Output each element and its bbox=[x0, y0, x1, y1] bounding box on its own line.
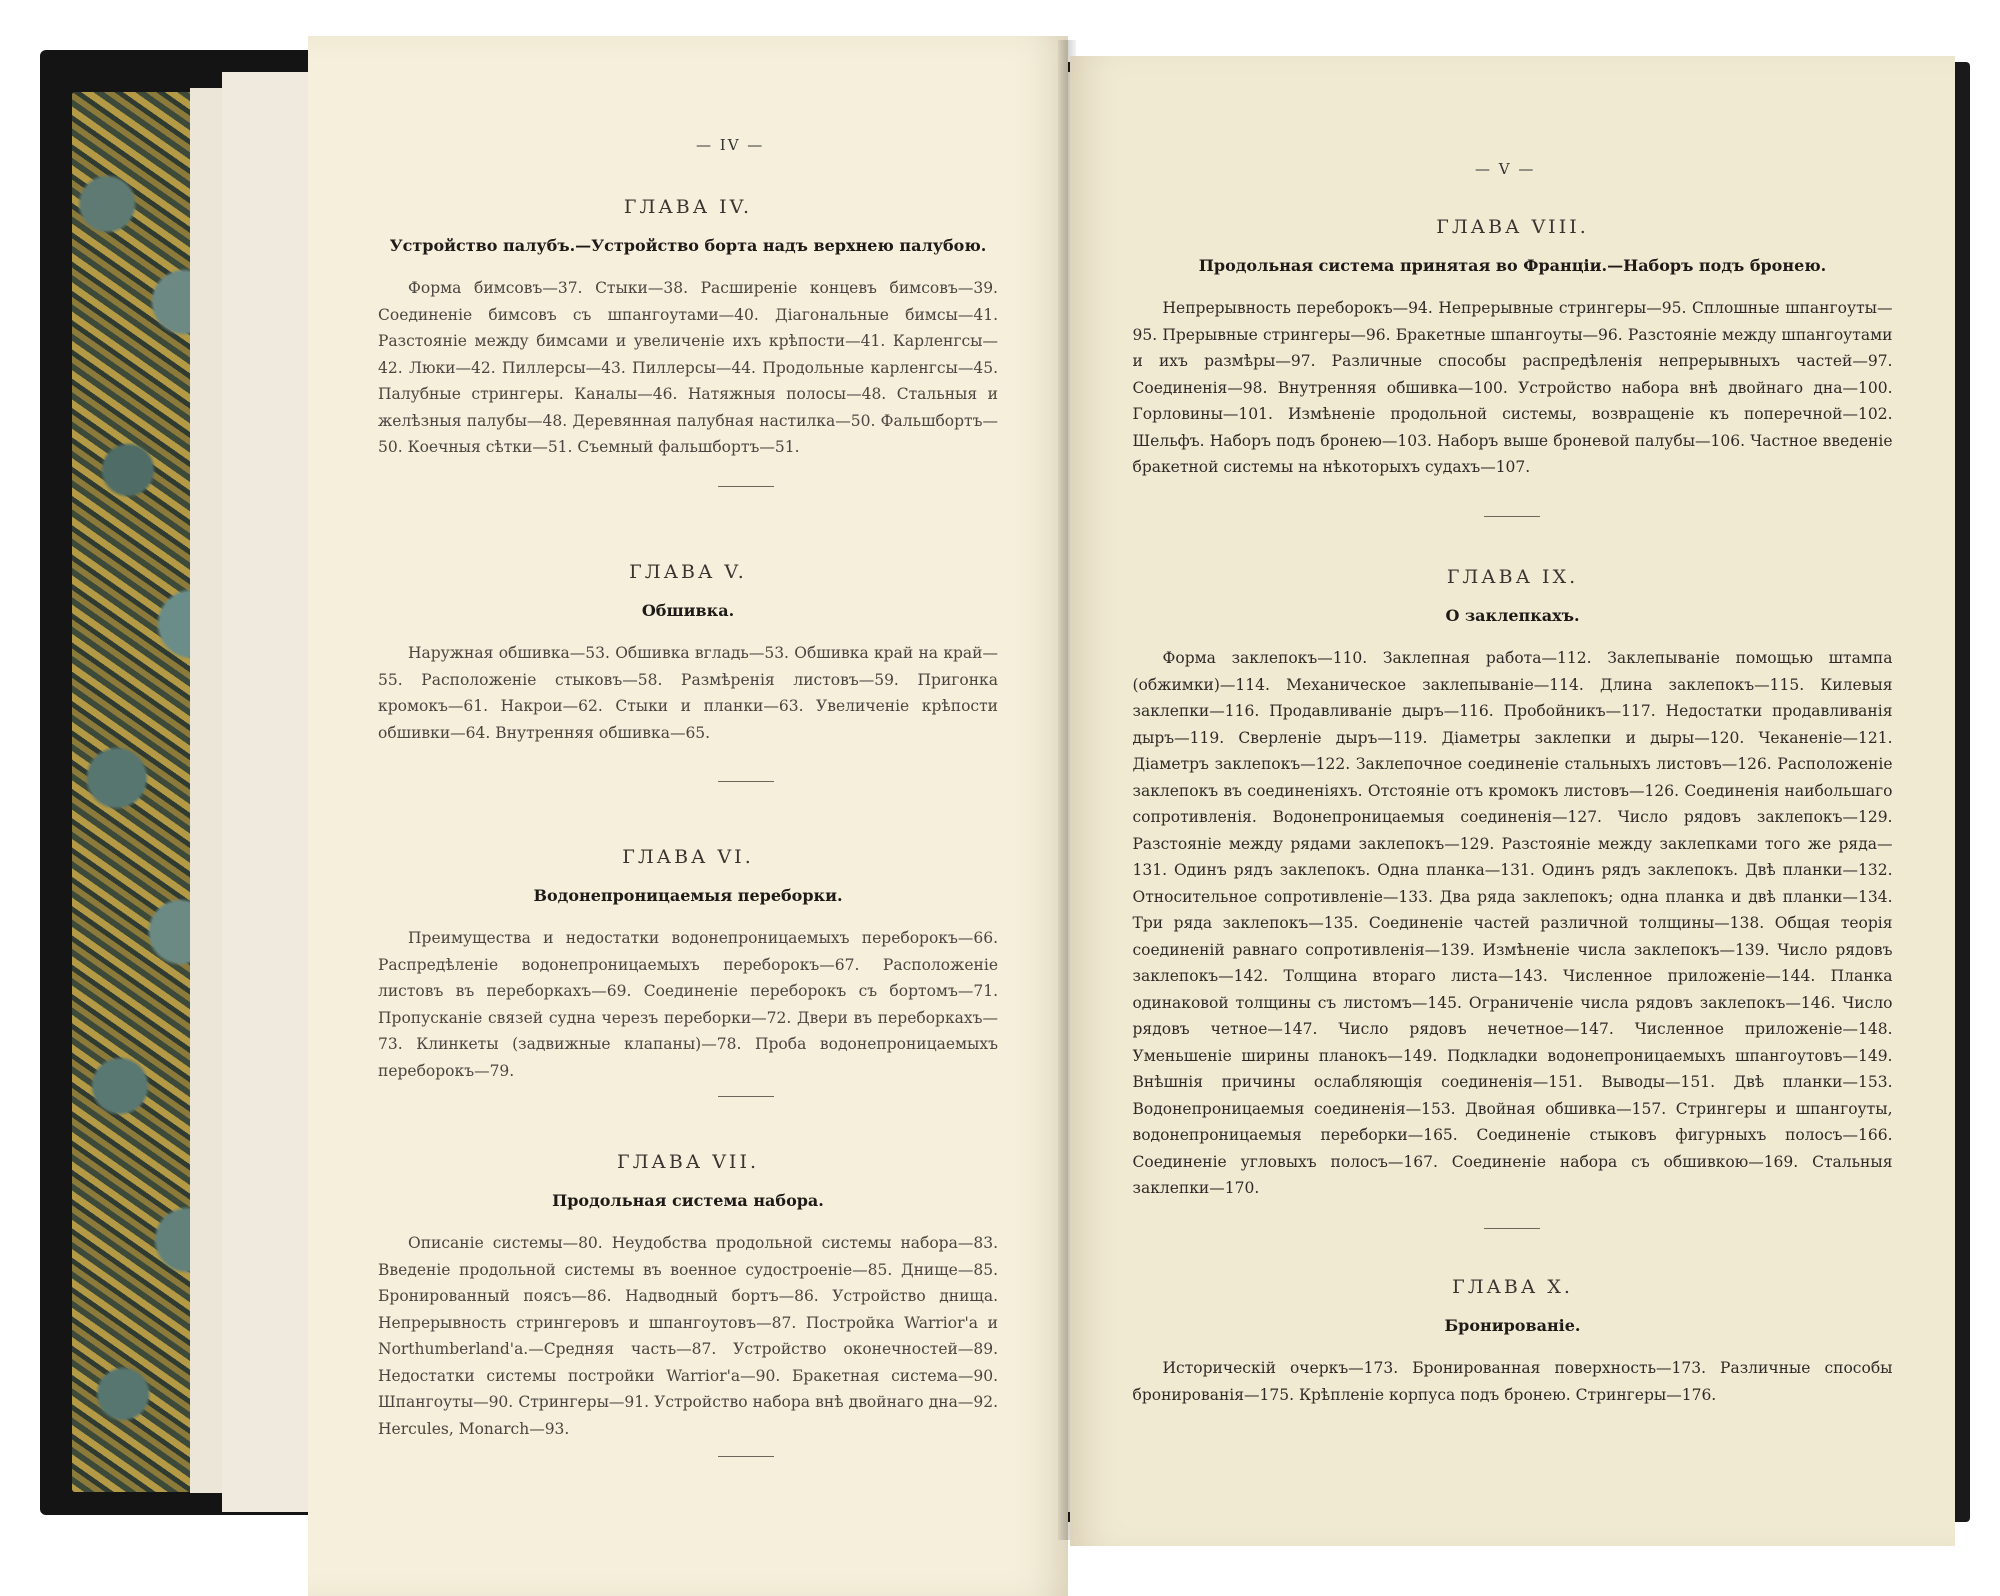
chapter-vi bbox=[308, 846, 1068, 1084]
chapter-title: ГЛАВА VII. bbox=[617, 1151, 759, 1173]
chapter-subtitle: Продольная система набора. bbox=[552, 1191, 824, 1210]
divider bbox=[1484, 516, 1540, 517]
page-number: — V — bbox=[1475, 160, 1536, 178]
divider bbox=[718, 1096, 774, 1097]
divider bbox=[718, 781, 774, 782]
chapter-vii bbox=[308, 1151, 1068, 1442]
chapter-text: Наружная обшивка—53. Обшивка вгладь—53. Обшивка край на край—55. Расположеніе стыковъ—58. Размѣренія листовъ—59. Пригонка кромокъ—61. Накрои—62. Стыки и планки—63. Увеличеніе крѣпости обшивки—64. Внутренняя обшивка—65. bbox=[378, 644, 998, 742]
chapter-subtitle: Бронированіе. bbox=[1444, 1316, 1581, 1335]
chapter-title: ГЛАВА IV. bbox=[623, 196, 753, 218]
chapter-subtitle: Обшивка. bbox=[641, 601, 735, 620]
chapter-text: Форма заклепокъ—110. Заклепная работа—112. Заклепываніе помощью штампа (обжимки)—114. Механическое заклепываніе—114. Длина заклепокъ—115. Килевыя заклепки—116. Продавливаніе дыръ—116. Пробойникъ—117. Недостатки продавливанія дыръ—119. Сверленіе дыръ—119. Діаметры заклепки и дыры—120. Чеканеніе—121. Діаметръ заклепокъ—122. Заклепочное соединеніе стальныхъ листовъ—126. Расположеніе заклепокъ въ соединеніяхъ. Отстояніе отъ кромокъ листовъ—126. Соединенія наибольшаго сопротивленія. Водонепроницаемыя соединенія—127. Число рядовъ заклепокъ—129. Разстояніе между рядами заклепокъ—129. Разстояніе между заклепками того же ряда—131. Одинъ рядъ заклепокъ. Одна планка—131. Одинъ рядъ заклепокъ. Двѣ планки—132. Относительное сопротивленіе—133. Два ряда заклепокъ; одна планка и двѣ планки—134. Три ряда заклепокъ—135. Соединеніе частей различной толщины—138. Общая теорія соединеній равнаго сопротивленія—139. Измѣненіе числа заклепокъ—139. Число рядовъ заклепокъ—142. Толщина втораго листа—143. Численное приложеніе—144. Планка одинаковой толщины съ листомъ—145. Ограниченіе числа рядовъ заклепокъ—146. Число рядовъ четное—147. Число рядовъ нечетное—147. Численное приложеніе—148. Уменьшеніе ширины планокъ—149. Подкладки водонепроницаемыхъ шпангоутовъ—149. Внѣшнія причины ослабляющія соединенія—151. Выводы—151. Двѣ планки—153. Водонепроницаемыя соединенія—153. Двойная обшивка—157. Стрингеры и шпангоуты, водонепроницаемыя переборки—165. Соединеніе стыковъ фигурныхъ полосъ—166. Соединеніе угловыхъ полосъ—167. Соединеніе набора съ обшивкою—169. Стальныя заклепки—170. bbox=[1132, 649, 1893, 1197]
chapter-text: Форма бимсовъ—37. Стыки—38. Расширеніе концевъ бимсовъ—39. Соединеніе бимсовъ съ шпангоутами—40. Діагональные бимсы—41. Разстояніе между бимсами и увеличеніе ихъ крѣпости—41. Карленгсы—42. Люки—42. Пиллерсы—43. Пиллерсы—44. Продольные карленгсы—45. Палубные стрингеры. Каналы—46. Натяжныя полосы—48. Стальныя и желѣзныя палубы—48. Деревянная палубная настилка—50. Фальшбортъ—50. Коечныя сѣтки—51. Съемный фальшбортъ—51. bbox=[378, 279, 998, 456]
page-number: — IV — bbox=[696, 136, 765, 154]
chapter-viii bbox=[1070, 216, 1955, 481]
chapter-x bbox=[1070, 1276, 1955, 1408]
chapter-text: Историческій очеркъ—173. Бронированная поверхность—173. Различные способы бронированія—175. Крѣпленіе корпуса подъ бронею. Стрингеры—176. bbox=[1132, 1359, 1893, 1404]
chapter-subtitle: Продольная система принятая во Франціи.—Наборъ подъ бронею. bbox=[1198, 256, 1827, 275]
chapter-title: ГЛАВА X. bbox=[1452, 1276, 1573, 1298]
chapter-title: ГЛАВА IX. bbox=[1446, 566, 1579, 588]
chapter-title: ГЛАВА VI. bbox=[622, 846, 754, 868]
chapter-ix bbox=[1070, 566, 1955, 1202]
chapter-title: ГЛАВА VIII. bbox=[1436, 216, 1589, 238]
chapter-text: Описаніе системы—80. Неудобства продольной системы набора—83. Введеніе продольной системы въ военное судостроеніе—85. Днище—85. Бронированный поясъ—86. Надводный бортъ—86. Устройство днища. Непрерывность стрингеровъ и шпангоутовъ—87. Постройка Warrior'а и Northumberland'а.—Средняя часть—87. Устройство оконечностей—89. Недостатки системы постройки Warrior'а—90. Бракетная система—90. Шпангоуты—90. Стрингеры—91. Устройство набора внѣ двойнаго дна—92. Hercules, Monarch—93. bbox=[378, 1234, 998, 1438]
chapter-subtitle: Устройство палубъ.—Устройство борта надъ верхнею палубою. bbox=[389, 236, 987, 255]
chapter-subtitle: Водонепроницаемыя переборки. bbox=[533, 886, 843, 905]
chapter-text: Непрерывность переборокъ—94. Непрерывные стрингеры—95. Сплошные шпангоуты—95. Прерывные стрингеры—96. Бракетные шпангоуты—96. Разстояніе между шпангоутами и ихъ размѣры—97. Различные способы распредѣленія непрерывныхъ частей—97. Соединенія—98. Внутренняя обшивка—100. Устройство набора внѣ двойнаго дна—100. Горловины—101. Измѣненіе продольной системы, возвращеніе къ поперечной—102. Шельфъ. Наборъ подъ бронею—103. Наборъ выше броневой палубы—106. Частное введеніе бракетной системы на нѣкоторыхъ судахъ—107. bbox=[1132, 299, 1893, 476]
chapter-subtitle: О заклепкахъ. bbox=[1445, 606, 1580, 625]
left-page bbox=[308, 36, 1068, 1596]
right-page bbox=[1070, 56, 1955, 1546]
chapter-text: Преимущества и недостатки водонепроницаемыхъ переборокъ—66. Распредѣленіе водонепроницаемыхъ переборокъ—67. Расположеніе листовъ въ переборкахъ—69. Соединеніе переборокъ съ бортомъ—71. Пропусканіе связей судна черезъ переборки—72. Двери въ переборкахъ—73. Клинкеты (задвижные клапаны)—78. Проба водонепроницаемыхъ переборокъ—79. bbox=[378, 929, 998, 1080]
chapter-v bbox=[308, 561, 1068, 746]
chapter-title: ГЛАВА V. bbox=[629, 561, 747, 583]
chapter-iv bbox=[308, 196, 1068, 461]
divider bbox=[1484, 1228, 1540, 1229]
divider bbox=[718, 1456, 774, 1457]
divider bbox=[718, 486, 774, 487]
